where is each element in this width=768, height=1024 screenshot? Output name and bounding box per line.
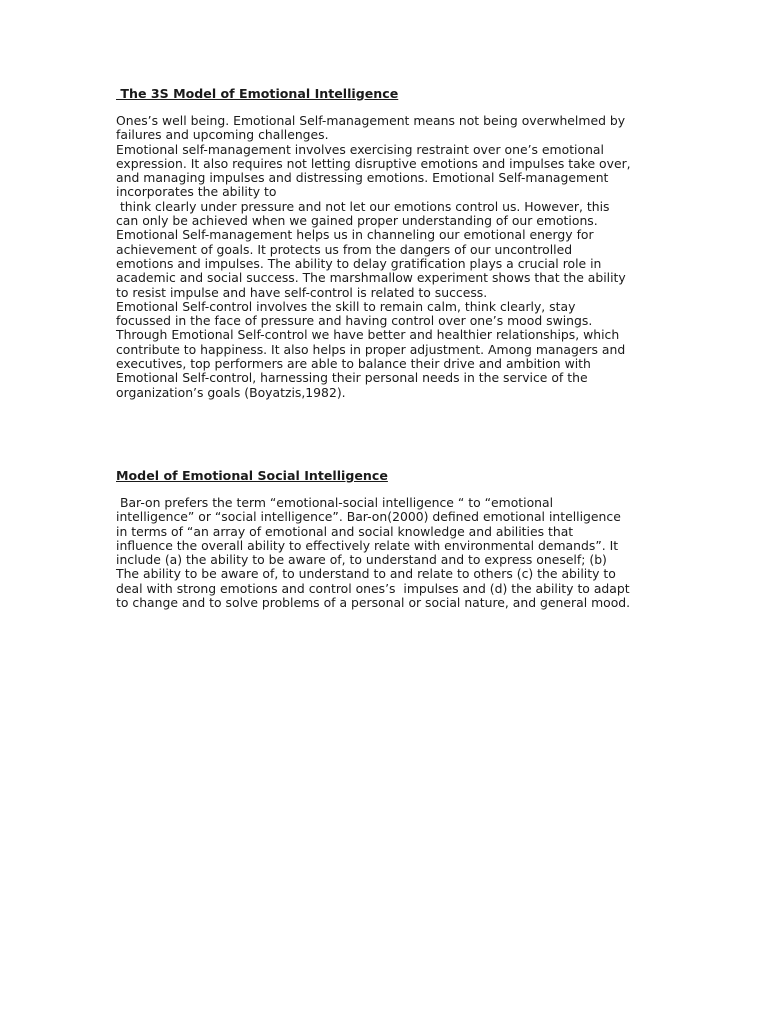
text-line: academic and social success. The marshmallow experiment shows that the ability <box>116 270 626 286</box>
section-3s-model <box>116 86 661 400</box>
text-line: organization’s goals (Boyatzis,1982). <box>116 384 346 400</box>
section-emotional-social-intelligence <box>116 468 661 610</box>
text-line: incorporates the ability to <box>116 184 277 200</box>
section-title: The 3S Model of Emotional Intelligence <box>116 86 399 101</box>
text-line: in terms of “an array of emotional and social knowledge and abilities that <box>116 523 574 539</box>
text-line: failures and upcoming challenges. <box>116 127 329 143</box>
text-line: contribute to happiness. It also helps in proper adjustment. Among managers and <box>116 341 626 357</box>
document-page <box>116 86 661 611</box>
text-line: Emotional self-management involves exercising restraint over one’s emotional <box>116 141 604 157</box>
text-line: Ones’s well being. Emotional Self-management means not being overwhelmed by <box>116 113 626 128</box>
text-line: to resist impulse and have self-control is related to success. <box>116 284 488 300</box>
text-line: think clearly under pressure and not let our emotions control us. However, this <box>116 198 610 214</box>
text-line: Emotional Self-control involves the skill to remain calm, think clearly, stay <box>116 298 576 314</box>
text-line: Emotional Self-control, harnessing their personal needs in the service of the <box>116 370 588 386</box>
text-line: influence the overall ability to effectively relate with environmental demands”. It <box>116 537 619 553</box>
text-line: focussed in the face of pressure and having control over one’s mood swings. <box>116 313 593 329</box>
text-line: expression. It also requires not letting disruptive emotions and impulses take over, <box>116 155 631 171</box>
text-line: can only be achieved when we gained proper understanding of our emotions. <box>116 213 598 229</box>
text-line: The ability to be aware of, to understand to and relate to others (c) the ability to <box>116 566 616 582</box>
text-line: Through Emotional Self-control we have better and healthier relationships, which <box>116 327 620 343</box>
text-line: to change and to solve problems of a personal or social nature, and general mood. <box>116 595 631 611</box>
section-body <box>116 496 661 610</box>
text-line: emotions and impulses. The ability to delay gratification plays a crucial role in <box>116 255 602 271</box>
section-body <box>116 114 661 400</box>
text-line: Bar-on prefers the term “emotional-social intelligence “ to “emotional <box>116 495 554 510</box>
text-line: deal with strong emotions and control ones’s impulses and (d) the ability to adapt <box>116 580 630 596</box>
text-line: include (a) the ability to be aware of, to understand and to express oneself; (b) <box>116 552 607 568</box>
section-title: Model of Emotional Social Intelligence <box>116 468 388 483</box>
text-line: Emotional Self-management helps us in channeling our emotional energy for <box>116 227 594 243</box>
text-line: achievement of goals. It protects us from the dangers of our uncontrolled <box>116 241 573 257</box>
text-line: and managing impulses and distressing emotions. Emotional Self-management <box>116 170 609 186</box>
text-line: intelligence” or “social intelligence”. Bar-on(2000) defined emotional intelligence <box>116 509 621 525</box>
text-line: executives, top performers are able to balance their drive and ambition with <box>116 356 591 372</box>
